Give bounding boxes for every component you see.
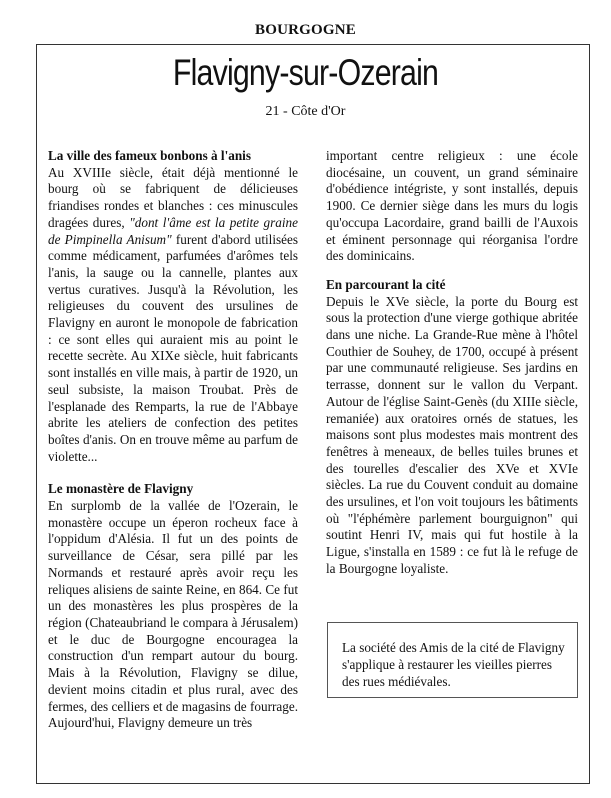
quote-text: "dont l'âme est la petite graine de Pimpinella Anisum" <box>48 214 298 247</box>
right-column <box>326 148 578 578</box>
page-subtitle: 21 - Côte d'Or <box>265 104 346 119</box>
page-title: Flavigny-sur-Ozerain <box>172 52 439 93</box>
section-heading-monastere: Le monastère de Flavigny <box>48 481 194 497</box>
left-column <box>48 148 298 732</box>
region-label: BOURGOGNE <box>255 22 356 38</box>
section-heading-anis: La ville des fameux bonbons à l'anis <box>48 148 251 163</box>
section-text-cite: Depuis le XVe siècle, la porte du Bourg est sous la protection d'une vierge gothique abritée dans une niche. La Grande-Rue mène à l'hôtel Couthier de Souhey, de 1700, occupé à présent par une communauté religieuse. Ses jardins en terrasse, donnent sur le vallon du Verpant. Autour de l'église Saint-Genès (du XIIIe siècle, remaniée) aux oratoires ornés de statues, les maisons sont plus modestes mais montrent des fenêtres à meneaux, de belles tuiles brunes et des tourelles d'escalier des XVe et XVIe siècles. La rue du Couvent conduit au domaine des ursulines, et l'on voit toujours les bâtiments où "l'éphémère parlement bourguignon" qui soutint Henri IV, mais qui fut hostile à la Ligue, s'installa en 1589 : ce fut là le refuge de la Bourgogne loyaliste. <box>326 293 578 576</box>
section-heading-cite: En parcourant la cité <box>326 276 446 292</box>
section-text-monastere: En surplomb de la vallée de l'Ozerain, le monastère occupe un éperon rocheux face à l'oppidum d'Alésia. Il fut un des points de surveillance de César, sera pillé par les Normands et restauré après avoir reçu les reliques alisiens de sainte Reine, en 864. Ce fut un des monastères les plus prospères de la région (Chateaubriand le compara à Jérusalem) et le duc de Bourgogne encouragea la construction d'un rempart autour du bourg. Mais à la Révolution, Flavigny se dilue, devient moins citadin et plus rural, avec des fermes, des celliers et de magasins de fourrage. Aujourd'hui, Flavigny demeure un très <box>48 498 298 731</box>
info-box: La société des Amis de la cité de Flavigny s'applique à restaurer les vieilles pierres des rues médiévales. <box>327 622 578 698</box>
section-text-monastere-continued: important centre religieux : une école diocésaine, un couvent, un grand séminaire d'obédience intégriste, y sont installés, depuis 1900. Ce dernier siège dans les murs du logis qu'occupa Lacordaire, grand bailli de l'Auxois et éminent personnage qui réorganisa l'ordre des dominicains. <box>326 148 578 264</box>
section-text-anis: Au XVIIIe siècle, était déjà mentionné le bourg où se fabriquent de délicieuses friandises rondes et blanches : ces minuscules dragées dures, "dont l'âme est la petite graine de Pimpinella Anisum" furent d'abord utilisées comme médicament, parfumées d'arômes tels l'anis, la sauge ou la cannelle, plantes aux vertus curatives. Jusqu'à la Révolution, les religieuses du couvent des ursulines de Flavigny en auront le monopole de fabrication : ce sont elles qui auraient mis au point le recette secrète. Au XIXe siècle, huit fabricants sont installés en ville mais, à partir de 1920, un seul subsiste, la maison Troubat. Près de l'esplanade des Remparts, la rue de l'Abbaye abrite les ateliers de confection des petites boîtes d'anis. On en trouve même au parfum de violette... <box>48 164 298 464</box>
